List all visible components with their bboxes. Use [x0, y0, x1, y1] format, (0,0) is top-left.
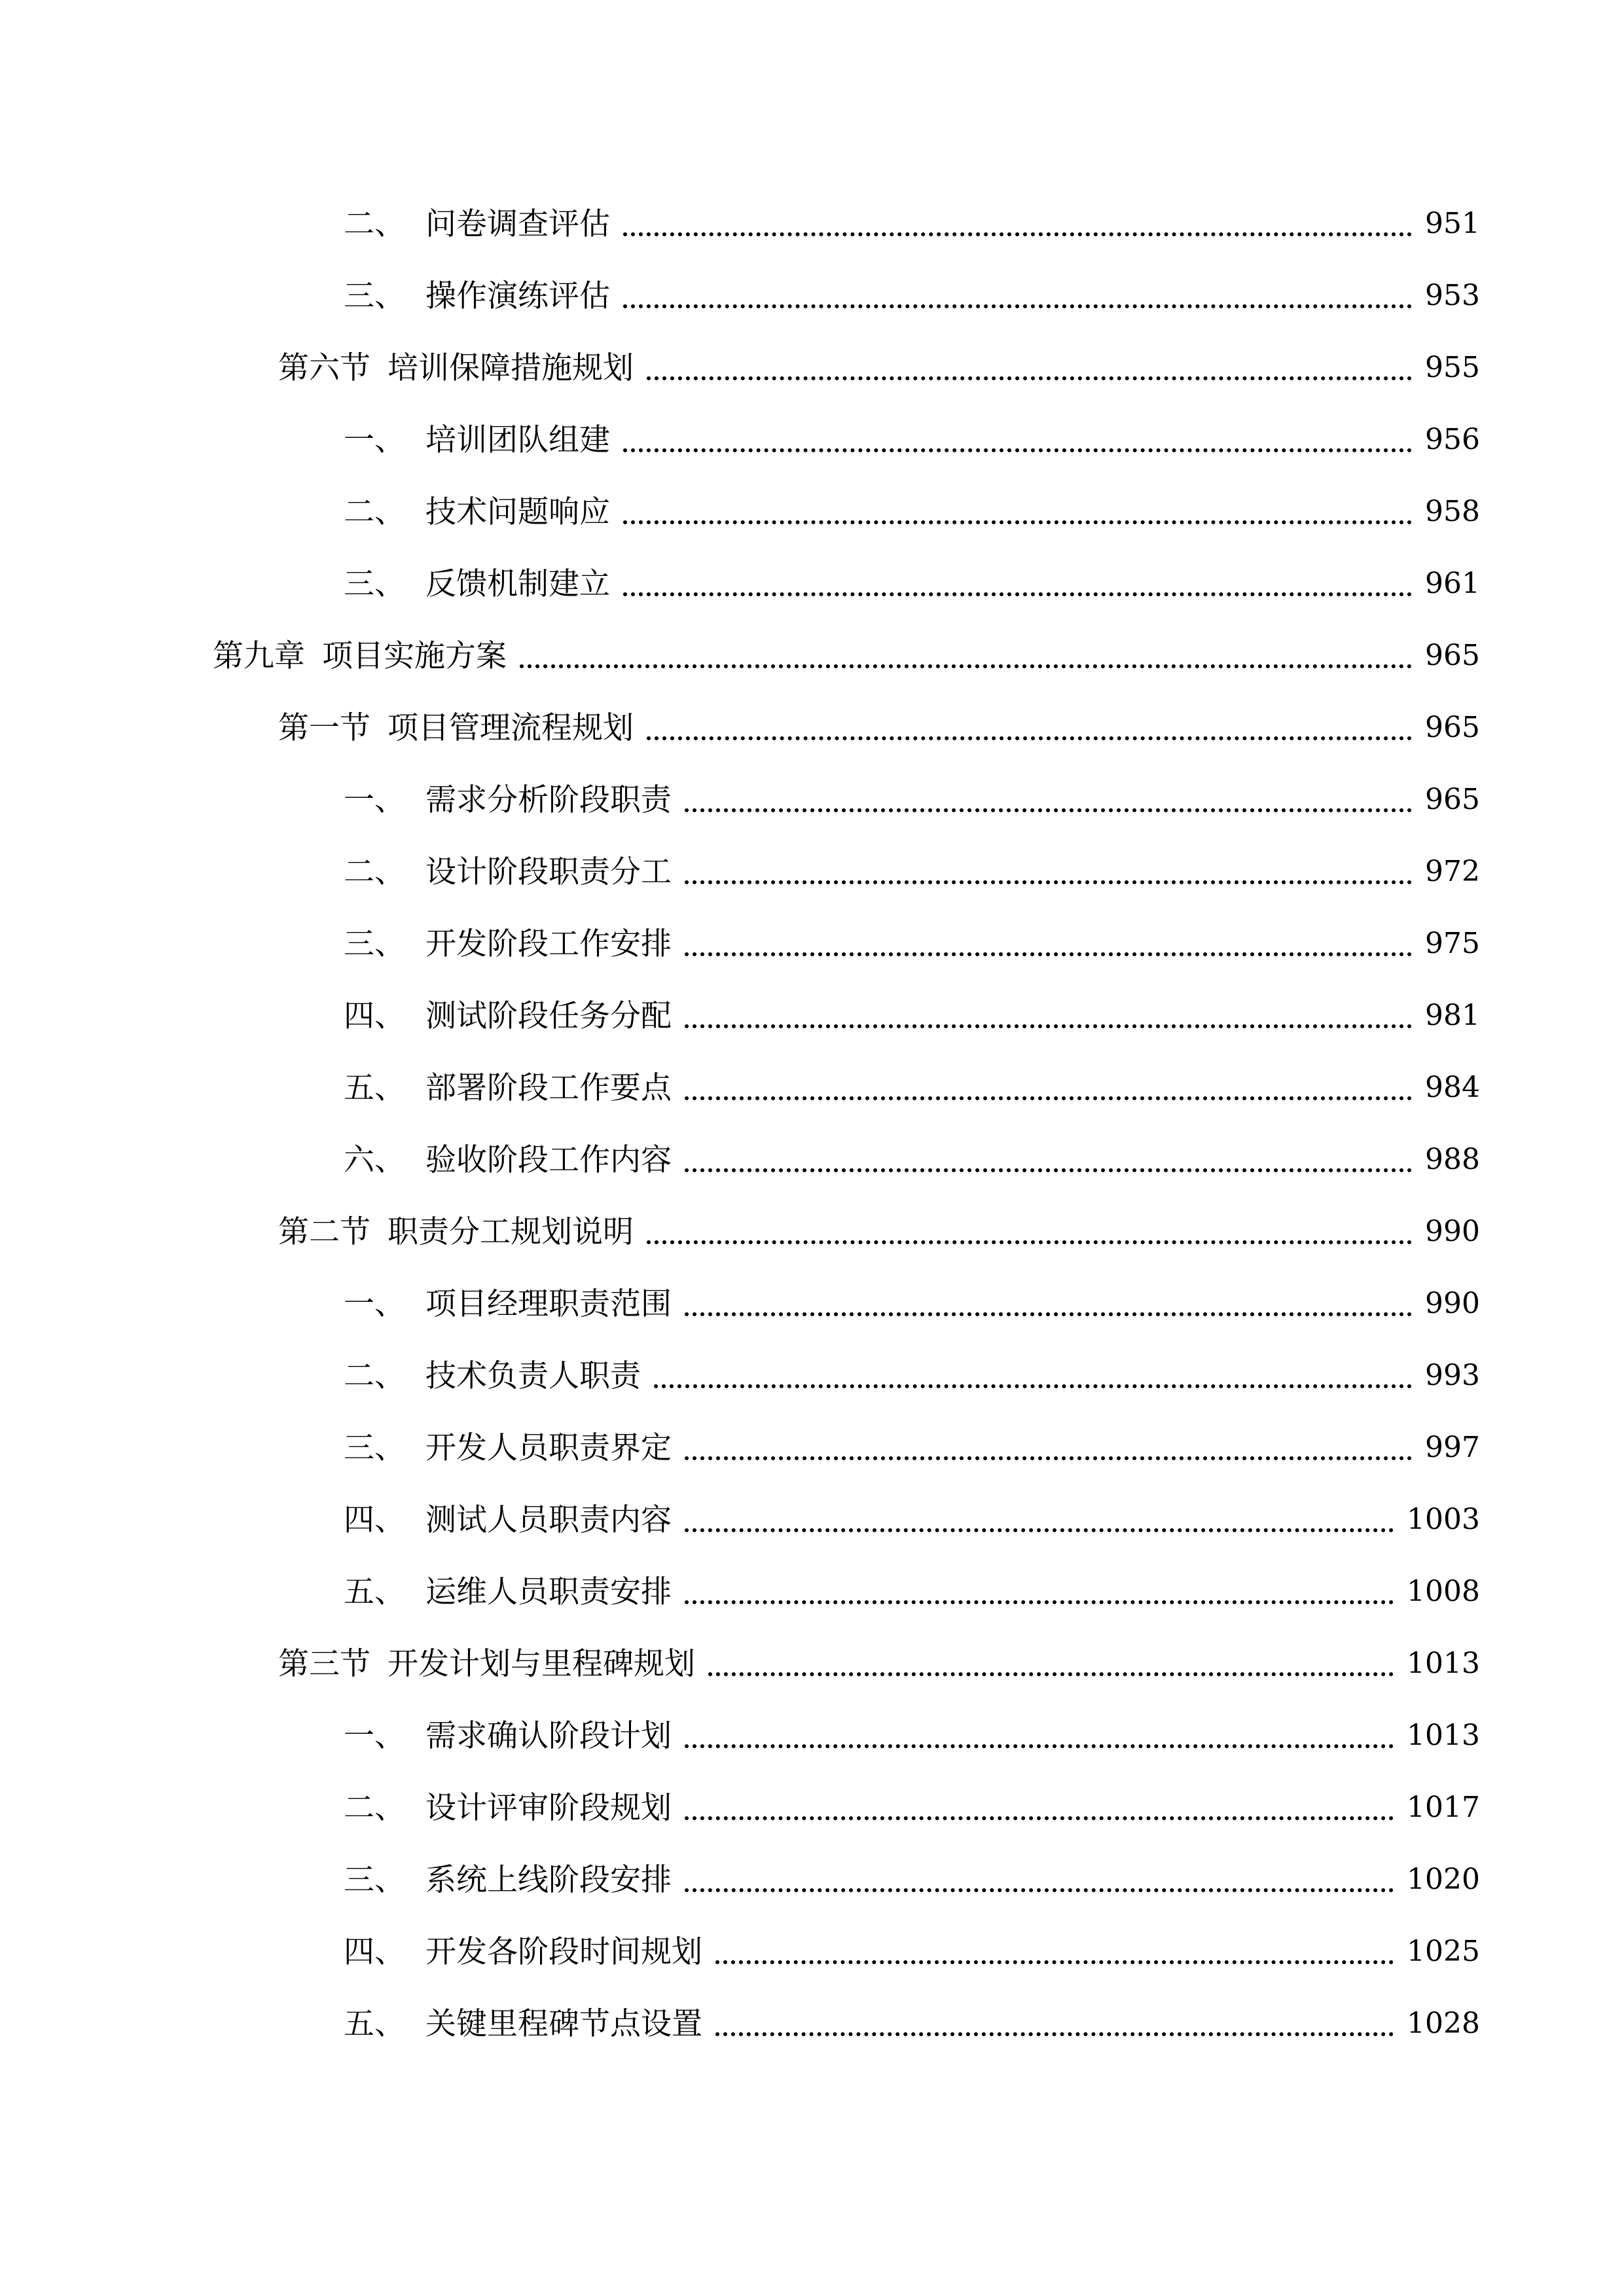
toc-entry-marker: 六、 — [344, 1141, 405, 1178]
toc-entry[interactable] — [0, 188, 1624, 260]
toc-section-entry[interactable] — [0, 1628, 1624, 1700]
toc-entry-page: 1013 — [1407, 1719, 1480, 1752]
toc-entry-marker: 三、 — [344, 278, 405, 314]
toc-entry-page: 988 — [1425, 1143, 1480, 1176]
dot-leader — [623, 232, 1412, 236]
dot-leader — [647, 376, 1412, 380]
toc-entry-marker: 三、 — [344, 1861, 405, 1898]
toc-entry-page: 965 — [1425, 783, 1480, 816]
toc-entry-title: 设计阶段职责分工 — [425, 853, 672, 890]
toc-entry[interactable] — [0, 908, 1624, 980]
toc-entry-marker: 四、 — [344, 997, 405, 1034]
dot-leader — [685, 1600, 1394, 1604]
toc-entry-marker: 二、 — [344, 493, 405, 530]
toc-entry-marker: 第二节 — [278, 1213, 370, 1250]
toc-entry-marker: 第三节 — [278, 1645, 370, 1682]
table-of-contents — [0, 188, 1624, 2060]
toc-entry-title: 职责分工规划说明 — [388, 1213, 634, 1250]
toc-entry-marker: 二、 — [344, 206, 405, 242]
dot-leader — [623, 592, 1412, 596]
toc-entry-page: 1025 — [1407, 1935, 1480, 1968]
toc-entry-page: 984 — [1425, 1071, 1480, 1104]
dot-leader — [685, 1744, 1394, 1748]
toc-entry-title: 技术问题响应 — [425, 493, 610, 530]
toc-section-entry[interactable] — [0, 692, 1624, 764]
toc-entry-marker: 第九章 — [213, 637, 305, 674]
toc-entry[interactable] — [0, 404, 1624, 476]
toc-entry-marker: 一、 — [344, 1285, 405, 1322]
toc-chapter-entry[interactable] — [0, 620, 1624, 692]
toc-entry-page: 1020 — [1407, 1863, 1480, 1896]
toc-entry-marker: 一、 — [344, 781, 405, 818]
toc-entry-page: 961 — [1425, 567, 1480, 600]
dot-leader — [685, 880, 1412, 884]
toc-entry-title: 运维人员职责安排 — [425, 1573, 672, 1610]
toc-entry[interactable] — [0, 1700, 1624, 1772]
dot-leader — [654, 1384, 1412, 1388]
toc-entry-marker: 三、 — [344, 565, 405, 602]
toc-entry[interactable] — [0, 764, 1624, 836]
dot-leader — [685, 1024, 1412, 1028]
toc-entry[interactable] — [0, 980, 1624, 1052]
dot-leader — [685, 1456, 1412, 1460]
dot-leader — [685, 1528, 1394, 1532]
toc-entry-page: 990 — [1425, 1215, 1480, 1248]
dot-leader — [708, 1672, 1394, 1676]
toc-entry-title: 设计评审阶段规划 — [425, 1789, 672, 1826]
toc-entry[interactable] — [0, 548, 1624, 620]
dot-leader — [685, 1816, 1394, 1820]
toc-entry-title: 需求分析阶段职责 — [425, 781, 672, 818]
toc-entry[interactable] — [0, 1340, 1624, 1412]
toc-entry-title: 测试人员职责内容 — [425, 1501, 672, 1538]
dot-leader — [685, 952, 1412, 956]
dot-leader — [685, 1888, 1394, 1892]
toc-entry-title: 验收阶段工作内容 — [425, 1141, 672, 1178]
toc-entry-marker: 五、 — [344, 1069, 405, 1106]
toc-entry-marker: 三、 — [344, 1429, 405, 1466]
toc-entry-title: 开发人员职责界定 — [425, 1429, 672, 1466]
toc-entry[interactable] — [0, 1412, 1624, 1484]
toc-entry-page: 958 — [1425, 495, 1480, 528]
toc-entry-marker: 一、 — [344, 1717, 405, 1754]
toc-entry-marker: 四、 — [344, 1933, 405, 1970]
dot-leader — [623, 448, 1412, 452]
toc-entry-title: 反馈机制建立 — [425, 565, 610, 602]
toc-entry-page: 972 — [1425, 855, 1480, 888]
toc-section-entry[interactable] — [0, 332, 1624, 404]
toc-entry[interactable] — [0, 476, 1624, 548]
toc-entry-title: 部署阶段工作要点 — [425, 1069, 672, 1106]
toc-entry-title: 测试阶段任务分配 — [425, 997, 672, 1034]
toc-entry-page: 955 — [1425, 351, 1480, 384]
toc-entry-title: 问卷调查评估 — [425, 206, 610, 242]
toc-entry[interactable] — [0, 1556, 1624, 1628]
toc-entry[interactable] — [0, 1484, 1624, 1556]
toc-entry-title: 开发各阶段时间规划 — [425, 1933, 702, 1970]
toc-entry-title: 项目经理职责范围 — [425, 1285, 672, 1322]
toc-entry-title: 培训保障措施规划 — [388, 350, 634, 386]
toc-entry-page: 1028 — [1407, 2007, 1480, 2040]
toc-entry[interactable] — [0, 1124, 1624, 1196]
toc-entry-page: 1008 — [1407, 1575, 1480, 1608]
toc-entry[interactable] — [0, 1772, 1624, 1844]
toc-entry-page: 965 — [1425, 639, 1480, 672]
dot-leader — [685, 1312, 1412, 1316]
toc-entry-page: 981 — [1425, 999, 1480, 1032]
dot-leader — [685, 808, 1412, 812]
toc-section-entry[interactable] — [0, 1196, 1624, 1268]
toc-entry[interactable] — [0, 1988, 1624, 2060]
toc-entry-marker: 五、 — [344, 2005, 405, 2042]
dot-leader — [647, 1240, 1412, 1244]
toc-entry-marker: 四、 — [344, 1501, 405, 1538]
toc-entry[interactable] — [0, 260, 1624, 332]
toc-entry[interactable] — [0, 1268, 1624, 1340]
toc-entry-title: 开发计划与里程碑规划 — [388, 1645, 695, 1682]
dot-leader — [623, 520, 1412, 524]
dot-leader — [520, 664, 1412, 668]
toc-entry-title: 操作演练评估 — [425, 278, 610, 314]
toc-entry-page: 951 — [1425, 207, 1480, 240]
toc-entry-page: 953 — [1425, 279, 1480, 312]
toc-entry-page: 993 — [1425, 1359, 1480, 1392]
toc-entry-title: 开发阶段工作安排 — [425, 925, 672, 962]
toc-entry[interactable] — [0, 836, 1624, 908]
toc-entry-page: 965 — [1425, 711, 1480, 744]
toc-entry-marker: 二、 — [344, 1789, 405, 1826]
dot-leader — [715, 1960, 1394, 1964]
toc-entry-page: 1003 — [1407, 1503, 1480, 1536]
toc-entry[interactable] — [0, 1916, 1624, 1988]
toc-entry-marker: 第一节 — [278, 709, 370, 746]
toc-entry-marker: 三、 — [344, 925, 405, 962]
toc-entry-marker: 五、 — [344, 1573, 405, 1610]
dot-leader — [715, 2032, 1394, 2036]
toc-entry-title: 需求确认阶段计划 — [425, 1717, 672, 1754]
dot-leader — [685, 1168, 1412, 1172]
toc-entry-page: 997 — [1425, 1431, 1480, 1464]
toc-entry-title: 项目管理流程规划 — [388, 709, 634, 746]
toc-entry[interactable] — [0, 1052, 1624, 1124]
toc-entry-title: 项目实施方案 — [322, 637, 507, 674]
toc-entry-title: 关键里程碑节点设置 — [425, 2005, 702, 2042]
toc-entry-marker: 二、 — [344, 853, 405, 890]
toc-entry-page: 1017 — [1407, 1791, 1480, 1824]
toc-entry-page: 1013 — [1407, 1647, 1480, 1680]
dot-leader — [685, 1096, 1412, 1100]
dot-leader — [623, 304, 1412, 308]
toc-entry-marker: 第六节 — [278, 350, 370, 386]
toc-entry-title: 系统上线阶段安排 — [425, 1861, 672, 1898]
toc-entry-page: 990 — [1425, 1287, 1480, 1320]
dot-leader — [647, 736, 1412, 740]
toc-entry-page: 975 — [1425, 927, 1480, 960]
toc-entry[interactable] — [0, 1844, 1624, 1916]
toc-entry-marker: 一、 — [344, 422, 405, 458]
toc-entry-marker: 二、 — [344, 1357, 405, 1394]
toc-entry-page: 956 — [1425, 423, 1480, 456]
toc-entry-title: 培训团队组建 — [425, 422, 610, 458]
toc-entry-title: 技术负责人职责 — [425, 1357, 641, 1394]
